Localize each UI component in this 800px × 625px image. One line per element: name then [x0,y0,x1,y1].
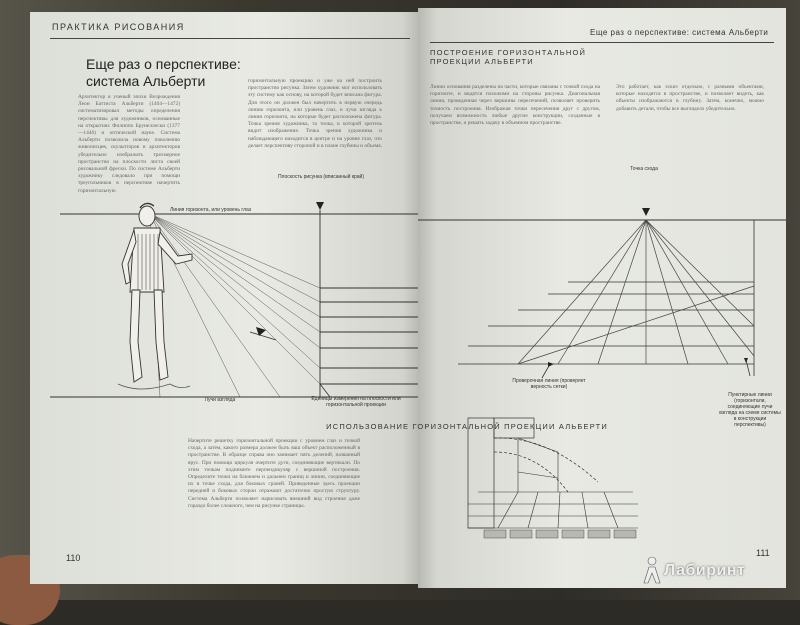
left-label-horizon: Линия горизонта, или уровень глаз [170,207,252,213]
right-label-check-line: Проверочная линия (проверяет верность сетки) [512,378,586,390]
alberti-elevation-diagram [458,412,654,552]
right-text-column-2: Это работает, как эскиз отдельно, с разными объектами, которые находятся в пространстве, и позволяет видеть, как объекты изображаются в глубину. Затем, конечно, можно добавить детали, чтобы все выглядело убедительно. [616,84,764,112]
alberti-grid-diagram [418,176,786,376]
right-label-vanishing-point: Точка схода [630,166,658,172]
alberti-figure-left [30,172,418,412]
left-text-column-2: горизонтальную проекцию и уже на ней построить пространство рисунка. Затем художник мог использовать эту систему как основу, на которой будет вписана фигура. Для этого он должен был начертить в первую очередь линию горизонта, или уровень глаз, и лучи взгляда к линии горизонта, на которые будет расположена фигура. Точка зрения художника, та точка, в которой зритель видит изображение. Точка зрения художника и наблюдающего находится в центре и на уровне глаз, что делает перспективу стороной и в плане глубины и объема. [248,78,383,149]
right-header-rule [430,42,774,43]
left-page-number: 110 [66,553,81,563]
right-subheading-2: ИСПОЛЬЗОВАНИЕ ГОРИЗОНТАЛЬНОЙ ПРОЕКЦИИ АЛЬБЕРТИ [326,422,608,431]
left-text-column-1: Архитектор и ученый эпохи Возрождения Леон Баттиста Альберти (1404—1472) систематизировал методы определения перспективы для художников, основанные на открытиях Филиппо Брунеллески (1377—1446) и оптической науке. Система Альберти позволила новому поколению живописцев, скульпторов и архитекторов убедительно изображать трехмерное пространство на плоскости листа своей рисовальной фрески. По системе Альберти художнику следовало при помощи треугольников в перспективе начертить горизонтальную [78,94,180,194]
right-label-right-caption: Пунктирные линии (горизонтали, соединяющие лучи взгляда на схеме системы в конструкции перспективы) [719,392,781,428]
right-subheading-1: ПОСТРОЕНИЕ ГОРИЗОНТАЛЬНОЙ ПРОЕКЦИИ АЛЬБЕРТИ [430,48,587,66]
watermark-text: Лабиринт [664,562,746,579]
left-heading-line1: Еще раз о перспективе: [86,56,241,72]
left-heading-line2: система Альберти [86,73,206,89]
labyrinth-logo-icon [640,556,662,584]
right-text-column-1: Линии основания разделены на части, которые связаны с точкой схода на горизонте, и видятся похожими на стороны рисунка. Диагональная линия, проведенная через вершины пересечений, позволяет проверить точность построения. Изображая точки пересечения друг с другом, получаем возможность любые другие конструкции, созданные в пространстве, и решать задачу в объемном пространстве. [430,84,600,127]
left-running-header: ПРАКТИКА РИСОВАНИЯ [52,22,185,32]
right-running-header: Еще раз о перспективе: система Альберти [590,28,769,37]
left-label-units: Единицы измерения на плоскости или горизонтальной проекции [311,396,401,408]
left-header-rule [50,38,410,39]
left-label-picture-plane: Плоскость рисунка (вписанный край) [277,174,365,180]
left-label-rays: Лучи взгляда [204,397,236,403]
right-page-number: 111 [756,548,770,558]
right-text-column-3: Начертите решетку горизонтальной проекции с уровнем глаз и точкой схода, а затем, какого размера должен быть ваш объект расположенный в пространстве. В образце справа оно занимает пять делений, названный ярус. При помощи циркуля очертите дуги, соединяющие вертикали. По этим точкам поднимите перпендикуляр с вершиной построения. Определите точки на ближнем и дальнем границ и линии, соединяющие их в точке схода, для боковых граней. Приведенные здесь проекции передней и боковых сторон отражают достаточно простую структуру. Система Альберти позволяет нарисовать внешний вид строения даже гораздо более сложного, чем на рисунке страницы. [188,438,360,509]
